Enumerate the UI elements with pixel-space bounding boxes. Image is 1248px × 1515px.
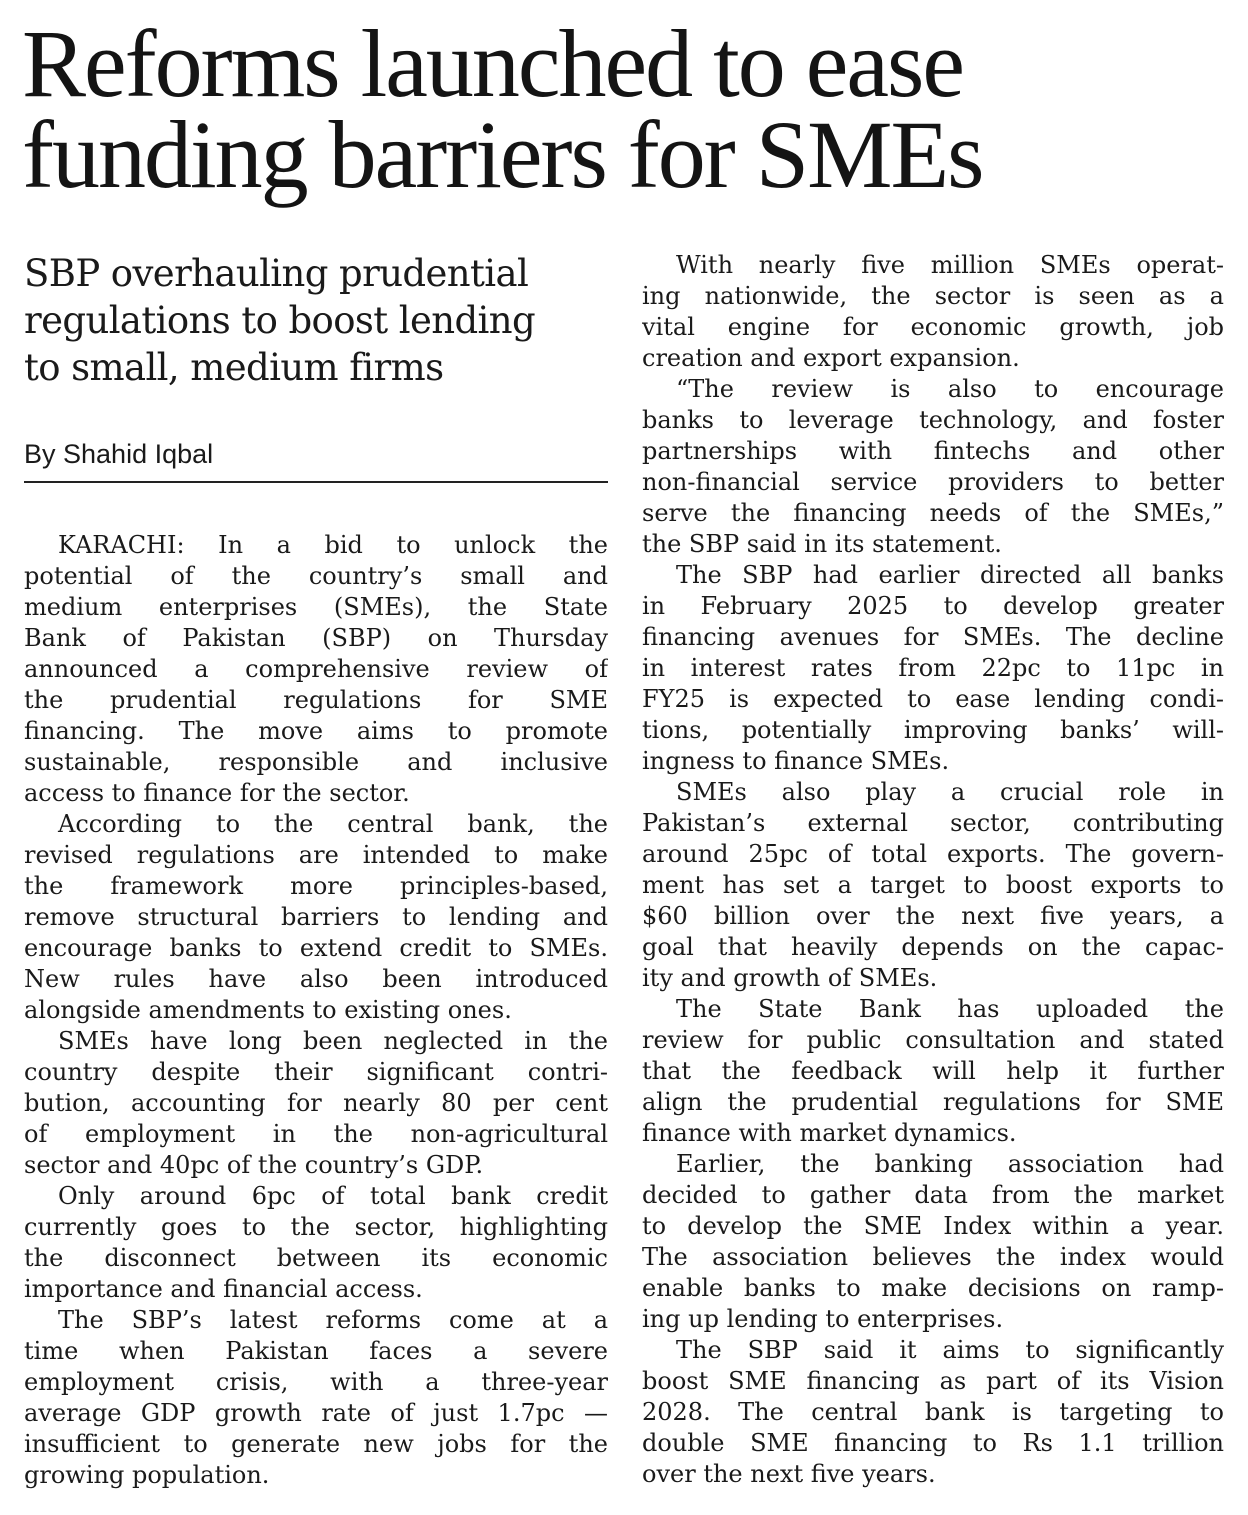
article-line: potential of the country’s small and	[24, 562, 608, 590]
subheadline	[24, 250, 614, 391]
headline	[22, 10, 1232, 208]
article-line: The SBP had earlier directed all banks	[676, 561, 1224, 589]
article-line: finance with market dynamics.	[642, 1119, 1017, 1147]
article-line: importance and financial access.	[24, 1275, 423, 1303]
article-line: currently goes to the sector, highlighting	[24, 1213, 608, 1241]
article-line: employment crisis, with a three-year	[24, 1368, 608, 1396]
article-line: growing population.	[24, 1461, 270, 1489]
article-line: align the prudential regulations for SME	[642, 1088, 1224, 1116]
article-line: The association believes the index would	[642, 1243, 1224, 1271]
article-line: around 25pc of total exports. The govern-	[642, 840, 1224, 868]
byline-divider	[24, 481, 608, 483]
article-line: that the feedback will help it further	[642, 1057, 1224, 1085]
article-line: FY25 is expected to ease lending condi-	[642, 685, 1224, 713]
article-line: New rules have also been introduced	[24, 965, 608, 993]
subheadline-line: regulations to boost lending	[24, 299, 536, 342]
article-line: creation and export expansion.	[642, 344, 1020, 372]
article-line: serve the financing needs of the SMEs,”	[642, 499, 1224, 527]
article-line: ing nationwide, the sector is seen as a	[642, 282, 1224, 310]
article-line: KARACHI: In a bid to unlock the	[58, 531, 608, 559]
article-line: remove structural barriers to lending and	[24, 903, 608, 931]
article-line: ing up lending to enterprises.	[642, 1305, 1004, 1333]
article-line: boost SME financing as part of its Vision	[642, 1367, 1224, 1395]
article-line: the disconnect between its economic	[24, 1244, 608, 1272]
article-line: medium enterprises (SMEs), the State	[24, 593, 608, 621]
article-line: of employment in the non-agricultural	[24, 1120, 608, 1148]
byline: By Shahid Iqbal	[24, 439, 214, 469]
headline-line: Reforms launched to ease	[22, 10, 963, 117]
article-line: in interest rates from 22pc to 11pc in	[642, 654, 1224, 682]
article-line: SMEs also play a crucial role in	[676, 778, 1224, 806]
article-line: vital engine for economic growth, job	[642, 313, 1224, 341]
article-line: review for public consultation and stated	[642, 1026, 1224, 1054]
article-line: tions, potentially improving banks’ will-	[642, 716, 1224, 744]
headline-line: funding barriers for SMEs	[22, 101, 983, 208]
article-line: banks to leverage technology, and foster	[642, 406, 1224, 434]
article-line: over the next five years.	[642, 1460, 936, 1488]
article-line: access to finance for the sector.	[24, 779, 410, 807]
article-line: “The review is also to encourage	[676, 375, 1224, 403]
article-line: decided to gather data from the market	[642, 1181, 1224, 1209]
article-line: announced a comprehensive review of	[24, 655, 608, 683]
article-line: The SBP said it aims to significantly	[676, 1336, 1224, 1364]
article-line: in February 2025 to develop greater	[642, 592, 1224, 620]
article-line: country despite their significant contri-	[24, 1058, 608, 1086]
article-line: double SME financing to Rs 1.1 trillion	[642, 1429, 1224, 1457]
article-line: SMEs have long been neglected in the	[58, 1027, 608, 1055]
article-line: the framework more principles-based,	[24, 872, 608, 900]
article-line: Earlier, the banking association had	[676, 1150, 1224, 1178]
article-line: goal that heavily depends on the capac-	[642, 933, 1224, 961]
article-line: insufficient to generate new jobs for the	[24, 1430, 608, 1458]
article-line: The State Bank has uploaded the	[676, 995, 1224, 1023]
article-line: ment has set a target to boost exports to	[642, 871, 1224, 899]
article-column-right	[642, 250, 1224, 1490]
article-line: to develop the SME Index within a year.	[642, 1212, 1224, 1240]
article-line: alongside amendments to existing ones.	[24, 996, 512, 1024]
article-line: non-financial service providers to better	[642, 468, 1224, 496]
article-line: With nearly five million SMEs operat-	[676, 251, 1224, 279]
article-line: encourage banks to extend credit to SMEs.	[24, 934, 608, 962]
article-line: partnerships with fintechs and other	[642, 437, 1224, 465]
article-line: sector and 40pc of the country’s GDP.	[24, 1151, 484, 1179]
article-line: time when Pakistan faces a severe	[24, 1337, 608, 1365]
article-column-left	[24, 530, 608, 1491]
article-line: sustainable, responsible and inclusive	[24, 748, 608, 776]
article-line: the prudential regulations for SME	[24, 686, 608, 714]
article-line: ingness to finance SMEs.	[642, 747, 950, 775]
subheadline-line: SBP overhauling prudential	[24, 252, 529, 295]
article-line: $60 billion over the next five years, a	[642, 902, 1224, 930]
article-line: Pakistan’s external sector, contributing	[642, 809, 1224, 837]
article-line: average GDP growth rate of just 1.7pc —	[24, 1399, 608, 1427]
article-line: financing. The move aims to promote	[24, 717, 608, 745]
article-line: Bank of Pakistan (SBP) on Thursday	[24, 624, 608, 652]
article-line: The SBP’s latest reforms come at a	[58, 1306, 608, 1334]
article-line: According to the central bank, the	[58, 810, 608, 838]
subheadline-line: to small, medium firms	[24, 346, 444, 389]
article-line: 2028. The central bank is targeting to	[642, 1398, 1224, 1426]
article-line: financing avenues for SMEs. The decline	[642, 623, 1224, 651]
article-line: the SBP said in its statement.	[642, 530, 1002, 558]
article-line: enable banks to make decisions on ramp-	[642, 1274, 1224, 1302]
article-line: Only around 6pc of total bank credit	[58, 1182, 608, 1210]
article-line: ity and growth of SMEs.	[642, 964, 938, 992]
article-line: bution, accounting for nearly 80 per cent	[24, 1089, 608, 1117]
article-line: revised regulations are intended to make	[24, 841, 608, 869]
